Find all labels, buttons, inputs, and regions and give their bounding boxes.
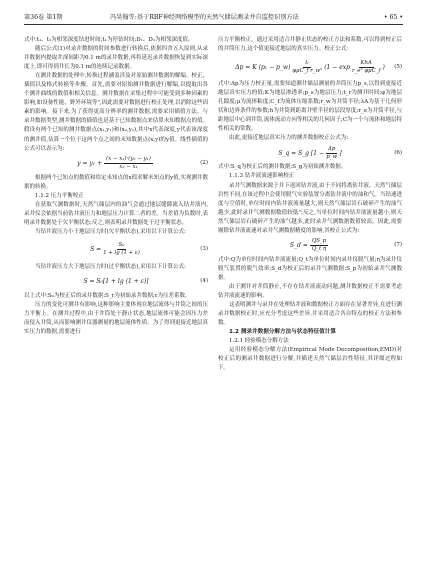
- equation-number: (7): [394, 242, 402, 249]
- subsection-heading: 1.1.2 压力平衡校正: [35, 192, 84, 199]
- page-number: • 65 •: [383, 14, 403, 21]
- equation-number: (3): [200, 246, 208, 253]
- paragraph: 这表明测井与录井在处理钻井液和数据校正方面存在显著差异,在进行测录井数据校正时,应充分考虑这些差异,并采用适合各自特点的校正方法和参数。: [218, 302, 402, 327]
- page-header: [24, 12, 403, 25]
- equation-number: (2): [200, 160, 208, 167]
- paragraph: 录井气测数据来源于并下返回钻井液,由于不同将离钻井液、天然气储层岩性不同,在该过程中会使用脱气实验装置分离钻井液中的油和气。当钻速进度与空值时,单位时间内钻井液流量越大,则天然气储层岩石破碎产生的油气越少,此时录井气测数据数值较低";反之,当单位时间内钻井液流量越小,则天然气储层岩石破碎产生的油气越多,此时录井气测数据数值较高。因此,需要剔除钻井液流速对录井气测数据精度的影响,其校正公式为:: [218, 182, 402, 234]
- paragraph: 当钻井液压力小于地层压力时(欠平衡状态),采用以下计算公式:: [35, 228, 186, 235]
- paragraph: 以上式中:S₀为校正后的录井数据;S_r为初始录井数据;ε为压差系数。: [24, 292, 191, 299]
- paragraph: 根据两个已知点的数值和给定未知点的x值求解未知点的y值,实现测井数据的转换。: [24, 174, 208, 190]
- equation-5: Δp = K (p₁ − p_w) $\frac{\text{tᵣ}}{\text{φμC\_f r\_w²}}$ (1 − exp $\frac{\text{KhA}}{\text{r\_e² φμC\_f}}$ ) (5): [235, 59, 402, 74]
- paragraph: 压力的变化可测井有影响,这种影响主要体现在地层流体与井筒之间的压力平衡上。在测井过程中,由于井筒处于静止状态,地层流体可能会因压力差而侵入井筒,从而影响测井仪器测量的地层流体性质。为了得到更接近地层真实压力的数据,需要进行: [24, 302, 208, 336]
- subsection-heading: 1.2.1 经验模态分解方法: [229, 338, 289, 345]
- paragraph: 由此,更接近地层真实压力的测井数据校正公式为:: [229, 135, 349, 142]
- paragraph: 式中:Δp为压力校正量,需要知道测井储层测量的井筒压力p_s,以得到更接近地层真实压力的值;K为地层渗透率;p_s为地层压力;t_r为测井时间;φ为地层孔隙度;μ为流体粘度;C_f为流体压缩系数;r_w为井筒半径;λA为基于几何形状和边界条件的参数;h为井筒到距离井壁半径的层段厚度;r_e为井筒半径,与距地层中心到井筒,流体流动方向等相关的几何因子;C为一个与流体和地层特性相关的常数。: [218, 81, 402, 133]
- paragraph: 在测井数据的处理中,转换过程涵盖涉及对原始测井数据的解编、校正、插值以及格式转换等步骤。首先,需要对原始测井数据进行解编,以提取出各个测井曲线的数值和相关信息。测井数据在采集过程中可能受到多种因素的影响,如设备性能、野外环境等",因此需要对数据进行校正处理,以消除这些因素的影响。接下来,为了获得更高分辨率的测井数据,需要采用插值方法。与录井数据类型,测井数据的插值也是基于已知数据点来估算未知数据点的值。假设有两个已知的测井数据点(x₁,y₁)和(x₂,y₂),其中x代表深度,y代表该深度的测井值,估算一个位于这两个点之间的未知数据点(x,y)的y值。线性插值的公式可以表示为:: [24, 73, 208, 152]
- paragraph: 在获取气测数据时,天然气储层内的油气会通过地层缝隙流入钻井液内,录井仪会依据当前钻井液压力和地层压力计算二者的差。当差值为负数时,表明录井数据处于欠平衡状态;反之,则表明录井数据处于过平衡状态。: [24, 201, 208, 226]
- right-column: [218, 36, 402, 373]
- equation-number: (5): [394, 63, 402, 70]
- paragraph: 运用经验模态分解方法(Empirical Mode Decomposition,EMD)对校正后的测录井数据进行分解,并描述天然气储层岩性特征,其详细过程如下。: [218, 347, 402, 372]
- equation-number: (4): [200, 278, 208, 285]
- running-title: 冯昊翰等:基于RBF神经网络模型的天然气储层测录井自监控识别方法: [110, 14, 299, 21]
- paragraph: 当钻井液压力大于地层压力时(过平衡状态),采用以下计算公式:: [35, 263, 186, 270]
- paragraph: 随后公式(1)对录井数据的时间参数进行转换后,依据四舍五入原则,从录井数据内提取井深间距为0.1 m的录井数据,再将延迟录井数据恢复到实际深度上,即可得到井长为0.1 m的连续记录数据。: [24, 46, 208, 71]
- equation-3: S = $\frac{\text{S₀}}{1 + \lg (1 + \varepsilon)}$ (3): [90, 242, 208, 257]
- section-heading: 1.2 测录井数据分解方法与状态特征值计算: [229, 329, 336, 336]
- equation-number: (6): [394, 149, 402, 156]
- journal-volume: 第36卷 第1期: [24, 14, 63, 21]
- paragraph: 式中:Q为单位时间内钻井液流量;Q_t为单位时间内录井仪脱气量;η为录井仪脱气装置的脱气效率;S_d为校正后的录井气测数据;S_p为初始录井气测数据。: [218, 256, 402, 281]
- equation-4: S = S₀[1 + lg (1 + ε)] (4): [83, 278, 208, 286]
- left-column: [24, 36, 208, 337]
- equation-2: y = y₁ + $\frac{\text{(x − x₁)·(y₂ − y₁)}}{\text{x₂ − x₁}}$ (2): [77, 156, 208, 171]
- equation-7: S_d = $\frac{QS\_p}{\text{Q\_t η}}$ (7): [289, 238, 402, 253]
- subsection-heading: 1.1.3 钻井液流速影响校正: [229, 173, 295, 180]
- paragraph: 压力平衡校正。通过采用适合井静止状态的校正方法和系数,可以得到校正后的井筒压力,这个值更接近地层的真实压力。校正公式:: [218, 37, 402, 53]
- paragraph: 式中:S_q为校正后的测井数据;S_g为初始测井数据。: [218, 164, 347, 171]
- equation-6: S_q = S_g [1 − $\frac{\Delta p}{p\_w}$ ] (6): [278, 145, 402, 160]
- paragraph: 由于测井对井筒静止,不存在钻井液流动问题,测井数据校正不需要考虑钻井液流速的影响。: [218, 283, 402, 299]
- paragraph: 式中:t₁、t₂为相邻深度钻进时间;t₁为停钻时间;D₁、D₂为相邻深度值。: [24, 37, 194, 43]
